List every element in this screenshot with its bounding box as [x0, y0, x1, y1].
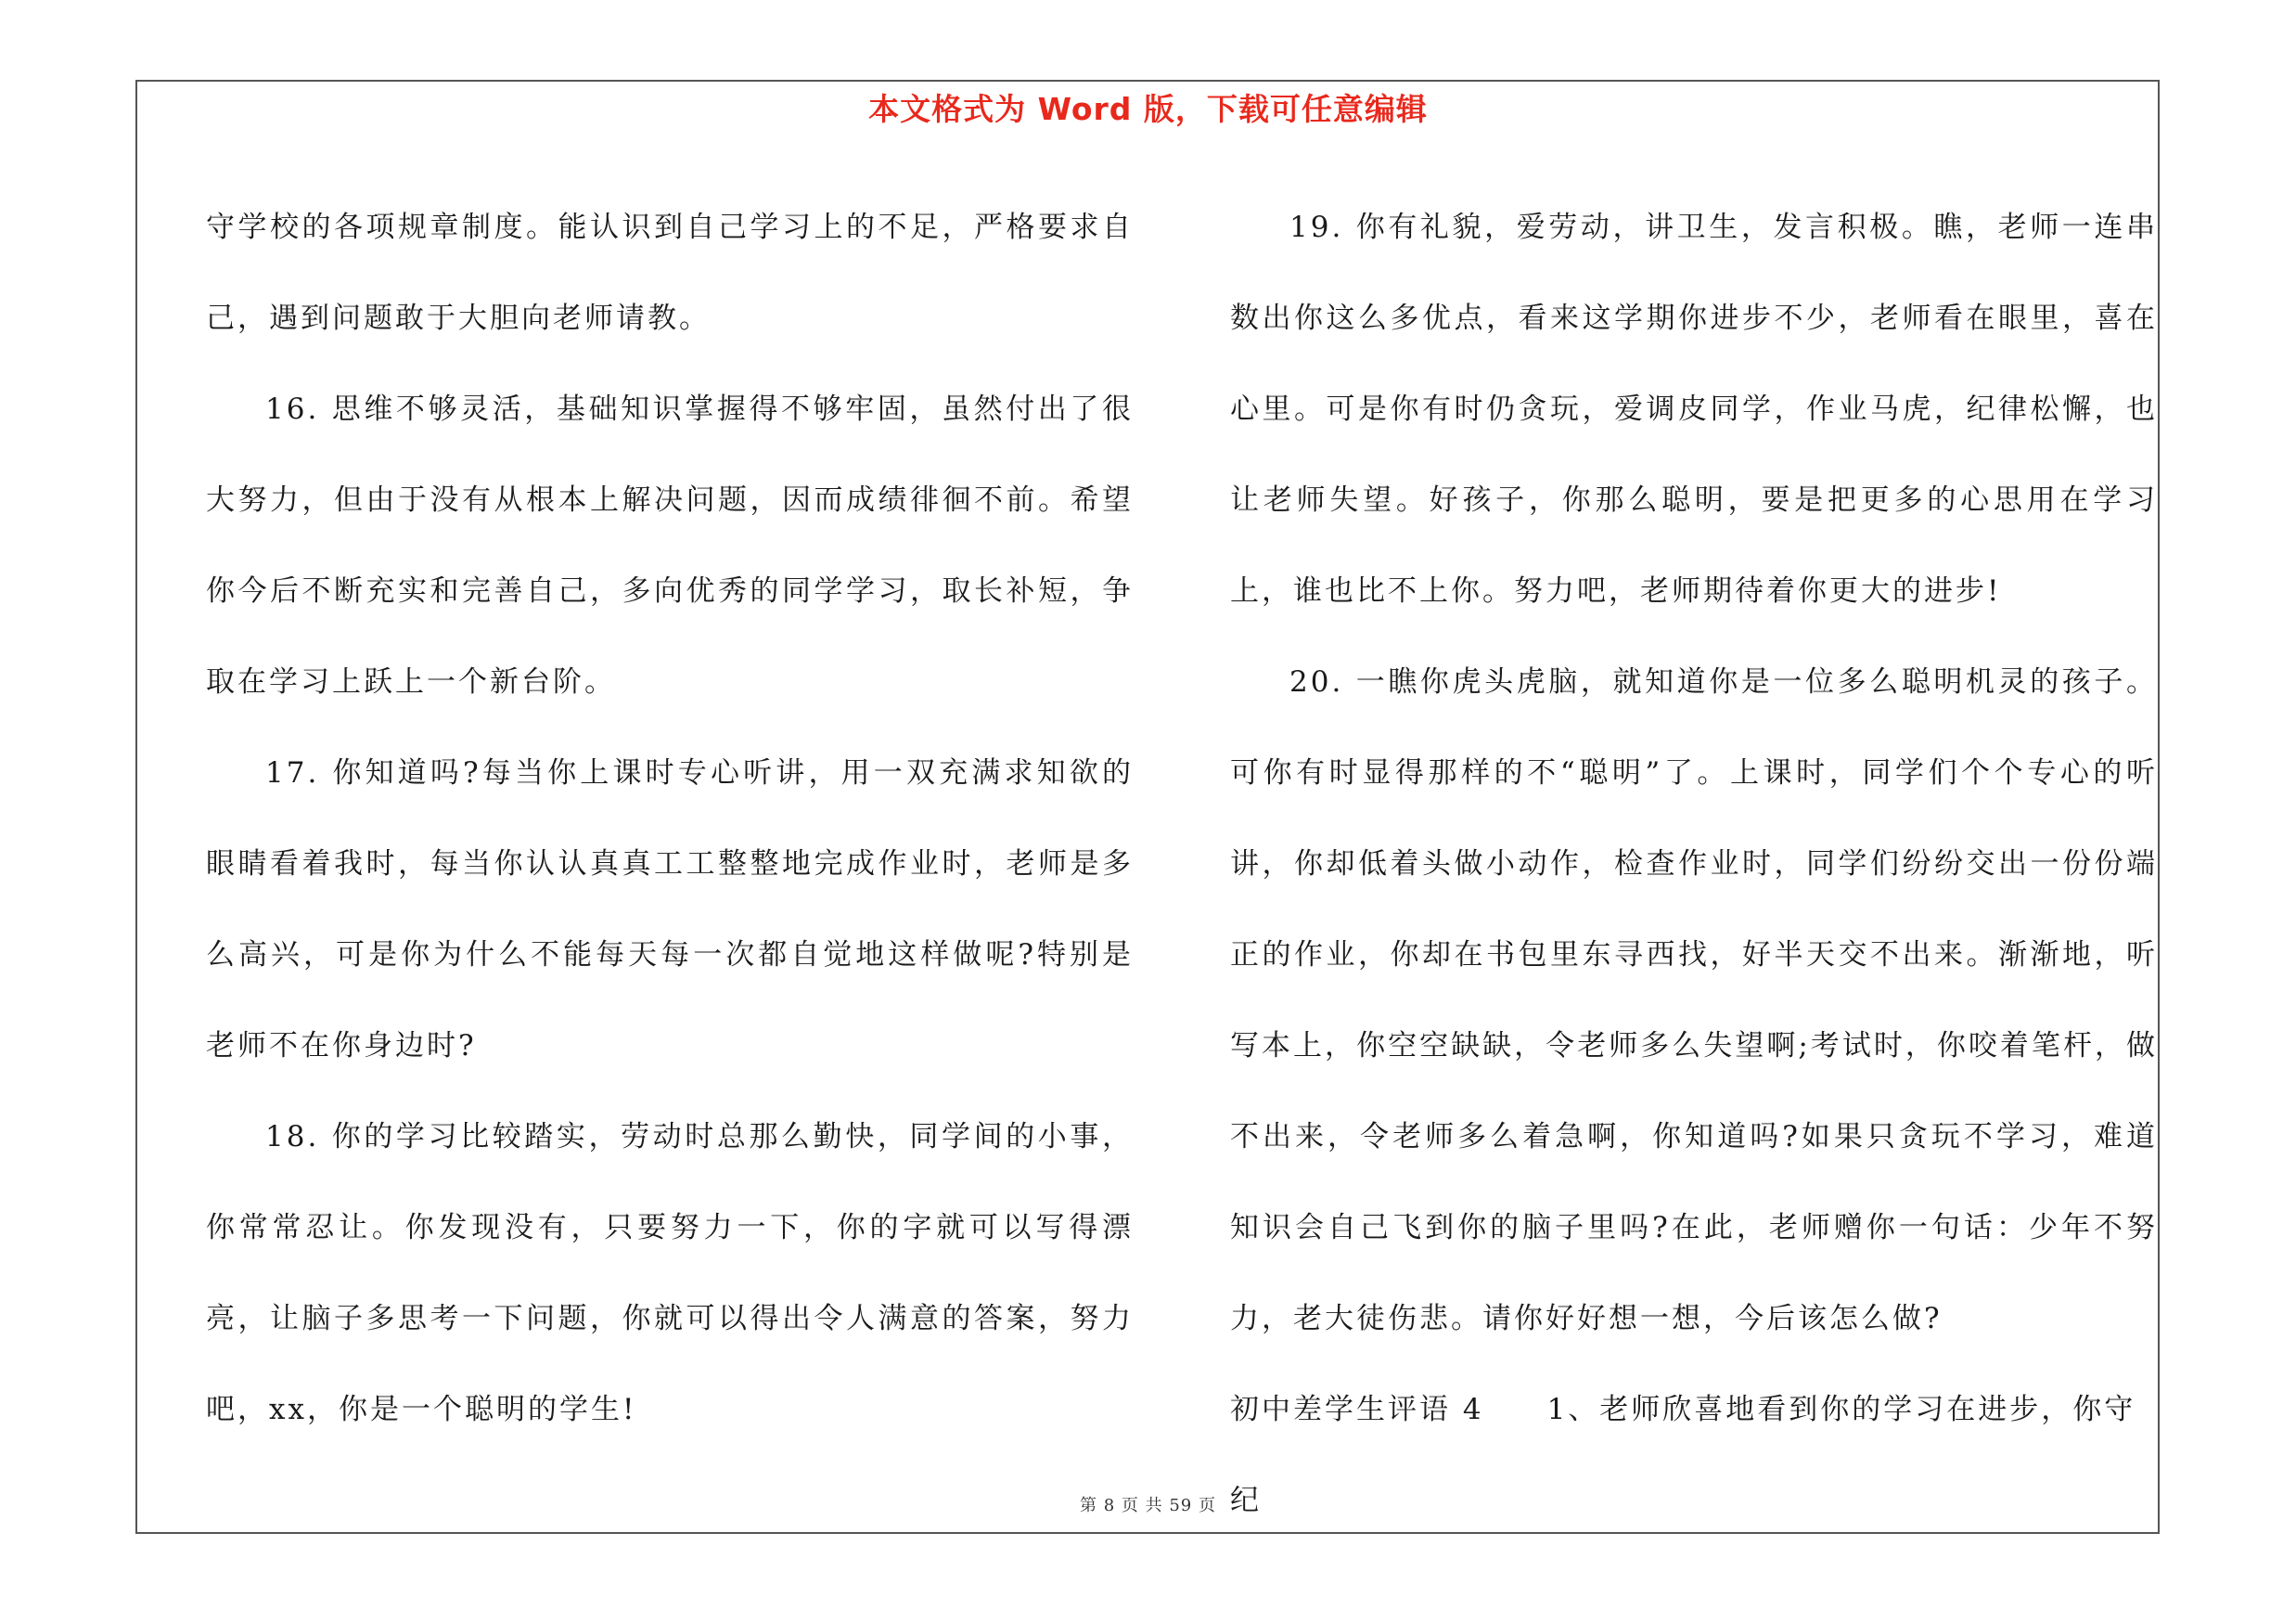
section-heading-line: 初中差学生评语 4 1、老师欣喜地看到你的学习在进步，你守纪 [1230, 1393, 2136, 1517]
paragraph-20: 20. 一瞧你虎头虎脑，就知道你是一位多么聪明机灵的孩子。可你有时显得那样的不“聪明”了。上课时，同学们个个专心的听讲，你却低着头做小动作，检查作业时，同学们纷纷交出一份份端正的作业，你却在书包里东寻西找，好半天交不出来。渐渐地，听写本上，你空空缺缺，令老师多么失望啊;考试时，你咬着笔杆，做不出来，令老师多么着急啊，你知道吗?如果只贪玩不学习，难道知识会自己飞到你的脑子里吗?在此，老师赠你一句话：少年不努力，老大徒伤悲。请你好好想一想，今后该怎么做? [1230, 665, 2158, 1335]
page-number: 第 8 页 共 59 页 [1080, 1496, 1216, 1515]
paragraph-continuation: 守学校的各项规章制度。能认识到自己学习上的不足，严格要求自己，遇到问题敢于大胆向老师请教。 [206, 211, 1134, 335]
paragraph-16: 16. 思维不够灵活，基础知识掌握得不够牢固，虽然付出了很大努力，但由于没有从根本上解决问题，因而成绩徘徊不前。希望你今后不断充实和完善自己，多向优秀的同学学习，取长补短，争取在学习上跃上一个新台阶。 [206, 393, 1134, 699]
paragraph-19: 19. 你有礼貌，爱劳动，讲卫生，发言积极。瞧，老师一连串数出你这么多优点，看来这学期你进步不少，老师看在眼里，喜在心里。可是你有时仍贪玩，爱调皮同学，作业马虎，纪律松懈，也让老师失望。好孩子，你那么聪明，要是把更多的心思用在学习上，谁也比不上你。努力吧，老师期待着你更大的进步! [1230, 211, 2158, 608]
left-column [206, 182, 1134, 1455]
paragraph-18: 18. 你的学习比较踏实，劳动时总那么勤快，同学间的小事，你常常忍让。你发现没有，只要努力一下，你的字就可以写得漂亮，让脑子多思考一下问题，你就可以得出令人满意的答案，努力吧，xx，你是一个聪明的学生! [206, 1120, 1134, 1426]
right-column [1230, 182, 2158, 1546]
header-banner: 本文格式为 Word 版，下载可任意编辑 [868, 91, 1428, 127]
paragraph-17: 17. 你知道吗?每当你上课时专心听讲，用一双充满求知欲的眼睛看着我时，每当你认认真真工工整整地完成作业时，老师是多么高兴，可是你为什么不能每天每一次都自觉地这样做呢?特别是老师不在你身边时? [206, 756, 1134, 1063]
